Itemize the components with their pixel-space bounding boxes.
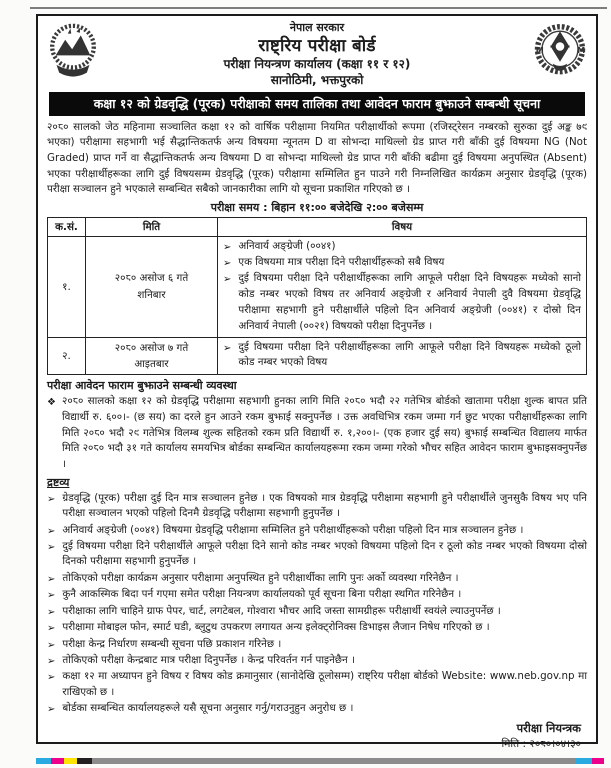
subject-item	[223, 255, 581, 271]
note-bullet	[47, 637, 587, 652]
subject-item	[223, 340, 581, 372]
note-text: परीक्षा केन्द्र निर्धारण सम्बन्धी सूचना पछि प्रकाशन गरिनेछ ।	[62, 637, 282, 650]
yellow-swatch	[64, 758, 77, 764]
nepal-coat-of-arms-icon	[47, 23, 99, 79]
date-weekday: आइतबार	[134, 357, 169, 370]
arrow-bullet-icon: ➢	[47, 590, 56, 602]
exam-schedule-table	[47, 217, 587, 376]
column-header-date: मिति	[86, 217, 218, 236]
note-bullet	[47, 653, 587, 668]
cyan-swatch-right	[575, 758, 592, 764]
neb-logo	[525, 21, 587, 84]
row-sn: २.	[48, 337, 86, 375]
subject-text: दुई विषयमा परीक्षा दिने परीक्षार्थीहरूका लागि आफूले परीक्षा दिने विषयहरू मध्येको सानो कोड नम्बर भएको विषय तर अनिवार्य अङ्ग्रेजी र अनिवार्य नेपाली दुवै विषयमा ग्रेडवृद्धि परीक्षामा सहभागी हुने परीक्षार्थीले पहिलो दिन अनिवार्य अङ्ग्रेजी (००४१) र दोस्रो दिन अनिवार्य नेपाली (००२१) विषयको परीक्षा दिनुपर्नेछ ।	[238, 271, 581, 332]
office-location: सानोठिमी, भक्तपुरको	[270, 72, 364, 87]
magenta-swatch-right	[592, 758, 604, 764]
note-section-heading: द्रष्टव्य	[47, 475, 70, 489]
subject-text: अनिवार्य अङ्ग्रेजी (००४१)	[238, 239, 336, 252]
note-bullet	[47, 587, 587, 602]
letterhead	[47, 21, 587, 89]
row-subjects	[218, 236, 587, 337]
date-line: २०८० असोज ७ गते	[114, 341, 189, 354]
arrow-bullet-icon: ➢	[47, 541, 56, 553]
svg-text:M: M	[535, 44, 544, 55]
arrow-bullet-icon: ➢	[223, 273, 232, 285]
arrow-bullet-icon: ➢	[47, 606, 56, 618]
note-bullet	[47, 539, 587, 570]
gray-bar	[92, 758, 575, 764]
note-bullet	[47, 523, 587, 538]
arrow-bullet-icon: ➢	[47, 704, 56, 716]
note-text: ग्रेडवृद्धि (पूरक) परीक्षा दुई दिन मात्र सञ्चालन हुनेछ । एक विषयको मात्र ग्रेडवृद्धि परीक्षामा सहभागी हुने परीक्षार्थीले जुनसुकै विषय भए पनि परीक्षा सञ्चालन भएको पहिलो दिनमै ग्रेडवृद्धि परीक्षामा सहभागी हुनुपर्नेछ ।	[62, 491, 587, 520]
arrow-bullet-icon: ➢	[47, 493, 56, 505]
application-fee-text: २०८० सालको कक्षा १२ को ग्रेडवृद्धि परीक्षामा सहभागी हुनका लागि मिति २०८० भदौ २२ गतेभित्र बोर्डको खातामा परीक्षा शुल्क बापत प्रति विद्यार्थी रु. ६००।- (छ सय) का दरले हुन आउने रकम बुझाई सक्नुपर्नेछ । उक्त अवधिभित्र रकम जम्मा गर्न छुट भएका परीक्षार्थीहरूका लागि मिति २०८० भदौ २९ गतेभित्र विलम्ब शुल्क सहितको रकम प्रति विद्यार्थी रु. १,२००।- (एक हजार दुई सय) बुझाई सम्बन्धित विद्यालय मार्फत मिति २०८० भदौ ३१ गते कार्यालय समयभित्र बोर्डका सम्बन्धित कार्यालयहरूमा रकम जम्मा गरेको भौचर सहित आवेदन फाराम बुझाइसक्नुपर्नेछ ।	[61, 395, 587, 470]
arrow-bullet-icon: ➢	[223, 342, 232, 354]
note-text: अनिवार्य अङ्ग्रेजी (००४१) विषयमा ग्रेडवृद्धि परीक्षामा सम्मिलित हुने परीक्षार्थीहरूको परीक्षा पहिलो दिन मात्र सञ्चालन हुनेछ ।	[62, 523, 524, 536]
arrow-bullet-icon: ➢	[223, 257, 232, 269]
table-row	[48, 236, 587, 337]
signature-block	[47, 720, 587, 753]
arrow-bullet-icon: ➢	[47, 525, 56, 537]
note-text: तोकिएको परीक्षा केन्द्रबाट मात्र परीक्षा दिनुपर्नेछ । केन्द्र परिवर्तन गर्न पाइनेछैन ।	[62, 654, 355, 667]
application-fee-item	[47, 394, 587, 472]
print-color-bar	[36, 758, 604, 764]
table-row	[48, 337, 587, 375]
subject-text: दुई विषयमा परीक्षा दिने परीक्षार्थीहरूका लागि आफूले परीक्षा दिने विषयहरू मध्येको ठूलो कोड नम्बर भएको विषय	[238, 340, 581, 369]
date-weekday: शनिबार	[137, 288, 166, 301]
svg-text:M: M	[577, 44, 586, 55]
note-text: परीक्षामा मोबाइल फोन, स्मार्ट घडी, ब्लुटुथ उपकरण लगायत अन्य इलेक्ट्रोनिक्स डिभाइस लैजान निषेध गरिएको छ ।	[62, 621, 490, 634]
column-header-sn: क.सं.	[48, 217, 86, 236]
intro-paragraph: २०८० सालको जेठ महिनामा सञ्चालित कक्षा १२ को वार्षिक परीक्षामा नियमित परीक्षार्थीको रूपमा (रजिस्ट्रेसन नम्बरको सुरुका दुई अङ्क ७९ भएका) परीक्षामा सहभागी भई सैद्धान्तिकतर्फ अन्य विषयमा न्यूनतम D वा सोभन्दा माथिल्लो ग्रेड प्राप्त गरी बाँकी दुई विषयमा NG (Not Graded) प्राप्त गर्ने वा सैद्धान्तिकतर्फ अन्य विषयमा D वा सोभन्दा माथिल्लो ग्रेड प्राप्त गरी बाँकी बढीमा दुई विषयमा अनुपस्थित (Absent) भएका परीक्षार्थीहरूका लागि दुई विषयसम्म ग्रेडवृद्धि (पूरक) परीक्षामा सम्मिलित हुन पाउने गरी निम्नलिखित कार्यक्रम अनुसार ग्रेडवृद्धि (पूरक) परीक्षा सञ्चालन हुने भएकाले सम्बन्धित सबैको जानकारीका लागि यो सूचना प्रकाशित गरिएको छ ।	[47, 120, 587, 196]
magenta-swatch	[51, 758, 64, 764]
arrow-bullet-icon: ➢	[47, 573, 56, 585]
row-date	[86, 337, 218, 375]
note-bullet	[47, 491, 587, 522]
notice-title-banner: कक्षा १२ को ग्रेडवृद्धि (पूरक) परीक्षाको समय तालिका तथा आवेदन फाराम बुझाउने सम्बन्धी सूचना	[49, 92, 585, 116]
note-text: दुई विषयमा परीक्षा दिने परीक्षार्थीले आफूले परीक्षा दिने सानो कोड नम्बर भएको विषयमा पहिलो दिन र ठूलो कोड नम्बर भएको विषयमा दोस्रो दिनको परीक्षामा सहभागी हुनुपर्नेछ ।	[62, 539, 587, 568]
office-name: परीक्षा नियन्त्रण कार्यालय (कक्षा ११ र १२)	[223, 57, 411, 72]
subject-item	[223, 271, 581, 335]
arrow-bullet-icon: ➢	[47, 656, 56, 668]
top-rule	[30, 7, 607, 9]
nepal-emblem-logo	[47, 21, 109, 83]
note-bullet	[47, 604, 587, 619]
arrow-bullet-icon: ➢	[47, 623, 56, 635]
subject-text: एक विषयमा मात्र परीक्षा दिने परीक्षार्थीहरूको सबै विषय	[238, 255, 445, 268]
subject-item	[223, 239, 581, 255]
note-text: कक्षा १२ मा अध्यापन हुने विषय र विषय कोड क्रमानुसार (सानोदेखि ठूलोसम्म) राष्ट्रिय परीक्षा बोर्डको Website: www.neb.gov.np मा राखिएको छ ।	[62, 670, 587, 698]
neb-seal-icon	[533, 22, 587, 80]
note-text: तोकिएको परीक्षा कार्यक्रम अनुसार परीक्षामा अनुपस्थित हुने परीक्षार्थीका लागि पुनः अर्को व्यवस्था गरिनेछैन ।	[62, 571, 459, 584]
notice-date: मिति : २०८०।०४।३०	[501, 738, 581, 751]
arrow-bullet-icon: ➢	[223, 241, 232, 253]
row-sn: १.	[48, 236, 86, 337]
table-header-row	[48, 217, 587, 236]
note-bullet	[47, 571, 587, 586]
diamond-bullet-icon: ❖	[47, 397, 56, 409]
arrow-bullet-icon: ➢	[47, 672, 56, 684]
note-bullet	[47, 669, 587, 700]
arrow-bullet-icon: ➢	[47, 639, 56, 651]
note-text: कुनै आकस्मिक बिदा पर्न गएमा समेत परीक्षा नियन्त्रण कार्यालयको पूर्व सूचना बिना परीक्षा स्थगित गरिनेछैन ।	[62, 588, 462, 601]
board-name: राष्ट्रिय परीक्षा बोर्ड	[258, 36, 376, 57]
note-text: परीक्षाका लागि चाहिने ग्राफ पेपर, चार्ट, लगटेबल, गोश्वारा भौचर आदि जस्ता सामग्रीहरू परीक्षार्थी स्वयंले ल्याउनुपर्नेछ ।	[62, 604, 501, 617]
column-header-subject: विषय	[218, 217, 587, 236]
exam-time-line: परीक्षा समय : बिहान ११:०० बजेदेखि २:०० बजेसम्म	[210, 200, 424, 214]
black-swatch	[77, 758, 92, 764]
date-line: २०८० असोज ६ गते	[114, 272, 189, 285]
note-text: बोर्डका सम्बन्धित कार्यालयहरूले यसै सूचना अनुसार गर्नु/गराउनुहुन अनुरोध छ ।	[62, 702, 354, 715]
cyan-swatch	[36, 758, 51, 764]
note-bullet-list	[47, 491, 587, 717]
note-bullet	[47, 620, 587, 635]
signatory-title: परीक्षा नियन्त्रक	[516, 720, 581, 735]
notice-document	[36, 14, 598, 751]
letterhead-text	[109, 21, 525, 89]
row-subjects	[218, 337, 587, 375]
row-date	[86, 236, 218, 337]
note-bullet	[47, 701, 587, 716]
application-section-heading: परीक्षा आवेदन फाराम बुझाउने सम्बन्धी व्यवस्था	[47, 379, 237, 393]
government-line: नेपाल सरकार	[289, 21, 345, 34]
